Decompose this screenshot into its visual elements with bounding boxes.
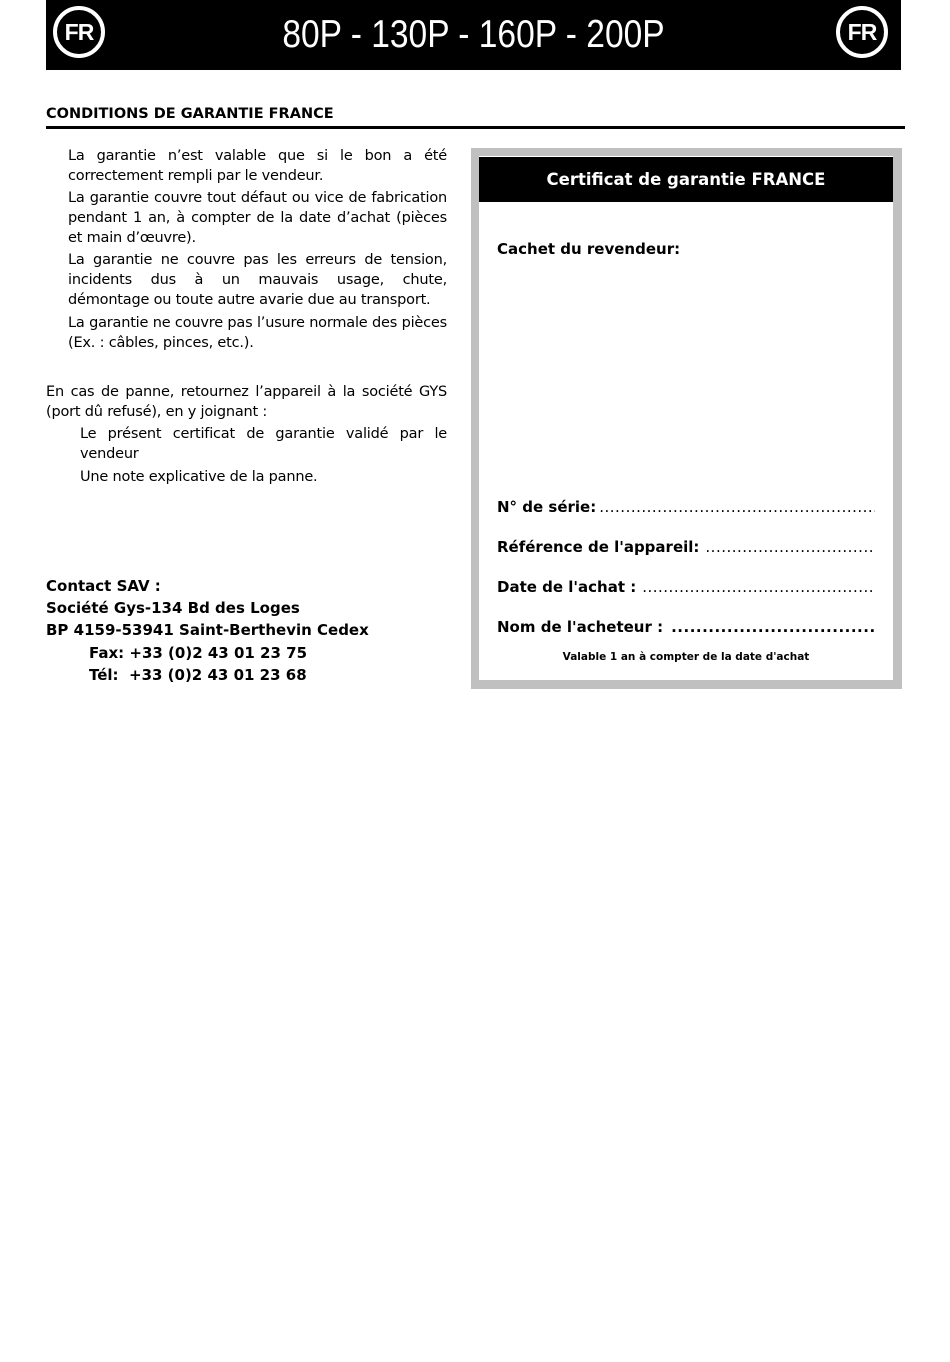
condition-item: La garantie ne couvre pas les erreurs de tension, incidents dus à un mauvais usage, chute, démontage ou toute autre avarie due au transport. xyxy=(68,252,447,308)
certificate-title: Certificat de garantie FRANCE xyxy=(479,157,893,202)
section-divider xyxy=(46,126,905,129)
serial-number-label: N° de série: xyxy=(497,498,597,516)
condition-item: La garantie n’est valable que si le bon a été correctement rempli par le vendeur. xyxy=(68,148,447,184)
contact-address: BP 4159-53941 Saint-Berthevin Cedex xyxy=(46,621,369,639)
section-title: CONDITIONS DE GARANTIE FRANCE xyxy=(46,106,334,122)
validity-note: Valable 1 an à compter de la date d'achat xyxy=(562,651,810,663)
header-bar xyxy=(46,0,901,70)
certificate-body xyxy=(479,156,893,680)
contact-fax: Fax: +33 (0)2 43 01 23 75 xyxy=(89,644,308,662)
buyer-name-field[interactable] xyxy=(497,617,875,637)
serial-number-input[interactable] xyxy=(599,497,875,517)
return-item: Le présent certificat de garantie validé par le vendeur xyxy=(80,426,447,462)
warranty-certificate xyxy=(471,148,902,689)
device-reference-label: Référence de l'appareil: xyxy=(497,538,700,556)
device-reference-field[interactable] xyxy=(497,537,875,557)
return-item: Une note explicative de la panne. xyxy=(80,469,318,485)
condition-item: La garantie couvre tout défaut ou vice de fabrication pendant 1 an, à compter de la date d’achat (pièces et main d’œuvre). xyxy=(68,190,447,246)
condition-item: La garantie ne couvre pas l’usure normale des pièces (Ex. : câbles, pinces, etc.). xyxy=(68,315,447,351)
fr-badge-icon-right: FR xyxy=(836,6,888,58)
buyer-name-input[interactable] xyxy=(671,617,875,637)
contact-company: Société Gys-134 Bd des Loges xyxy=(46,599,300,617)
buyer-name-label: Nom de l'acheteur : xyxy=(497,618,664,636)
purchase-date-label: Date de l'achat : xyxy=(497,578,637,596)
purchase-date-input[interactable] xyxy=(642,577,875,597)
device-reference-input[interactable] xyxy=(705,537,875,557)
contact-title: Contact SAV : xyxy=(46,577,161,595)
contact-phone: Tél: +33 (0)2 43 01 23 68 xyxy=(89,666,307,684)
purchase-date-field[interactable] xyxy=(497,577,875,597)
return-instructions: En cas de panne, retournez l’appareil à la société GYS (port dû refusé), en y joignant : xyxy=(46,384,447,420)
models-title: 80P - 130P - 160P - 200P xyxy=(282,13,665,56)
dealer-stamp-label: Cachet du revendeur: xyxy=(497,240,681,258)
fr-badge-icon-left: FR xyxy=(53,6,105,58)
serial-number-field[interactable] xyxy=(497,497,875,517)
